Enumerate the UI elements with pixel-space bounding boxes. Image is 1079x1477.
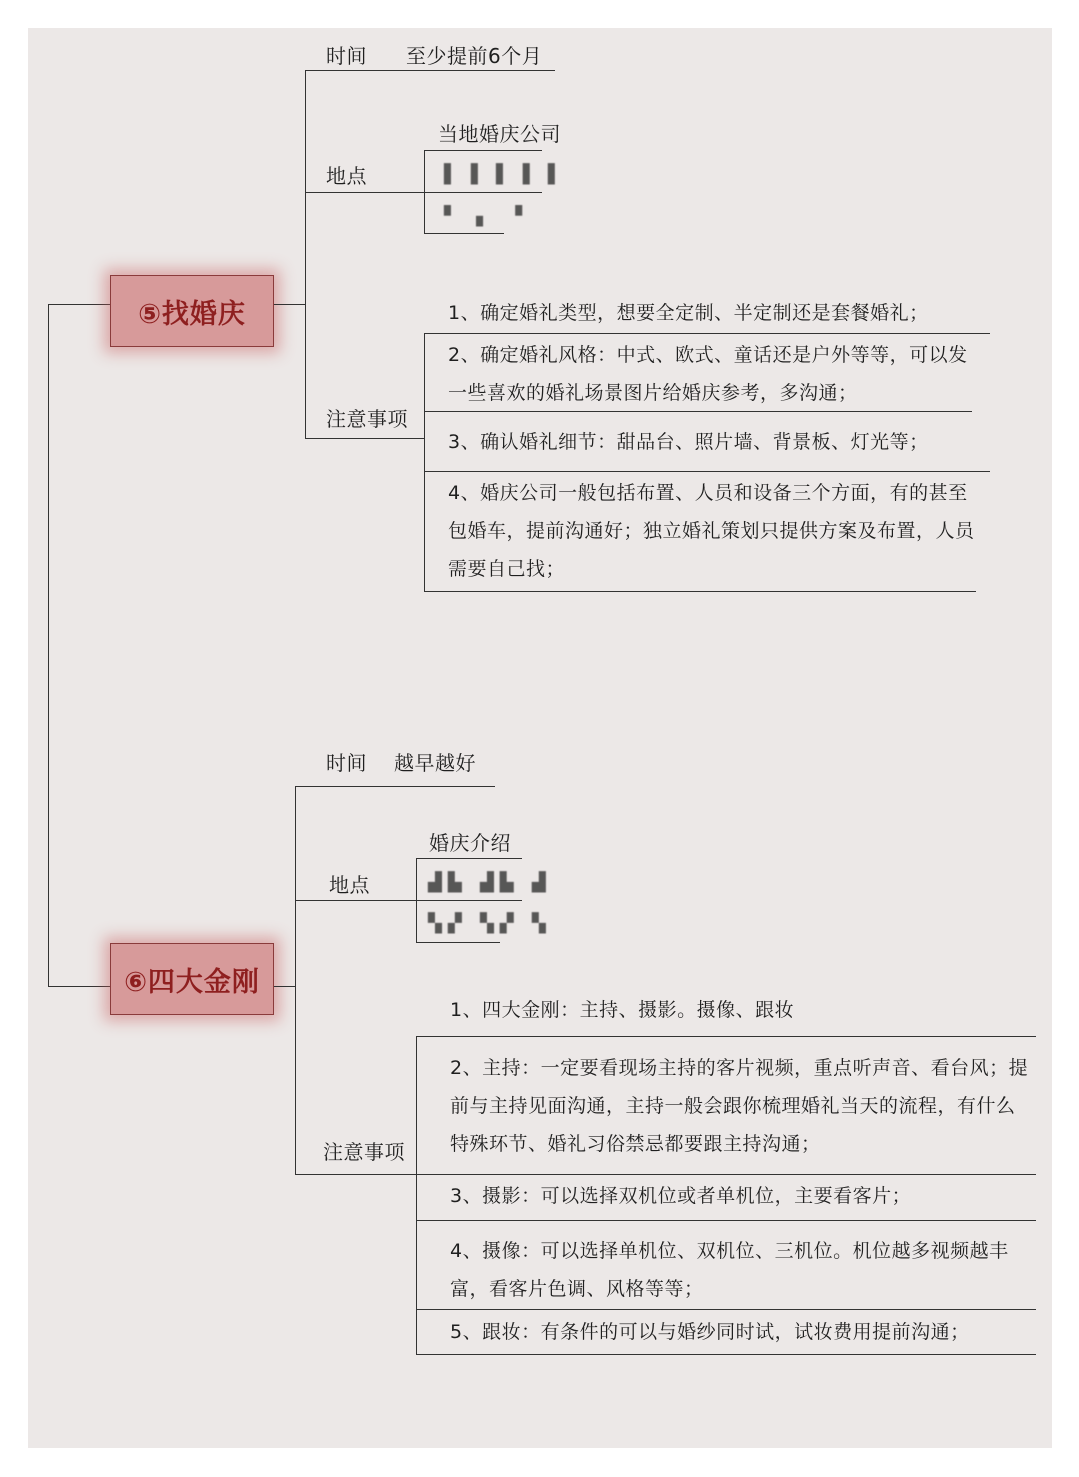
place5-blurred-item-2: ▘ ▖ ▝ [444,206,529,227]
place6-label: 地点 [329,873,370,897]
note6-item-3: 3、摄影：可以选择双机位或者单机位，主要看客片； [450,1185,912,1207]
note5-item-1-underline [424,333,990,334]
spine-branch-6 [48,986,110,987]
place6-item1-underline [416,900,522,901]
note6-item-4: 4、摄像：可以选择单机位、双机位、三机位。机位越多视频越丰富，看客片色调、风格等等； [450,1240,1009,1300]
place5-value: 当地婚庆公司 [438,122,561,146]
section5-vertical [305,70,306,438]
note6-item-5: 5、跟妆：有条件的可以与婚纱同时试，试妆费用提前沟通； [450,1321,970,1343]
notes5-label: 注意事项 [326,407,408,431]
place6-blurred-item-1: ▟▙ ▟▙ ▟ [428,872,552,893]
place6-item2-underline [416,942,500,943]
place5-item1-underline [424,192,542,193]
note6-item-1-underline [416,1036,1036,1037]
place6-value: 婚庆介绍 [429,831,511,855]
note5-item-2-underline [424,411,972,412]
place5-label: 地点 [326,164,367,188]
mindmap-canvas [28,28,1052,1448]
time5-value: 至少提前6个月 [406,44,543,68]
note6-item-1: 1、四大金刚：主持、摄影。摄像、跟妆 [450,999,795,1021]
notes5-bracket [424,333,425,591]
notes6-label: 注意事项 [323,1140,405,1164]
note5-item-4-underline [424,591,976,592]
section6-vertical [295,786,296,1174]
place5-blurred-item-1: ▌▐ ▌▐ ▌ [444,164,568,185]
note5-item-1: 1、确定婚礼类型，想要全定制、半定制还是套餐婚礼； [448,302,929,324]
notes6-bracket [416,1036,417,1354]
root-node-title: ⑤找婚庆 [138,298,246,330]
place6-blurred-item-2: ▚▞ ▚▞ ▚ [428,913,552,934]
root5-connector [274,304,306,305]
root-node-four-vendors[interactable] [110,943,274,1015]
time6-underline [295,786,495,787]
spine-branch-5 [48,304,110,305]
note6-item-2: 2、主持：一定要看现场主持的客片视频，重点听声音、看台风；提前与主持见面沟通，主持一般会跟你梳理婚礼当天的流程，有什么特殊环节、婚礼习俗禁忌都要跟主持沟通； [450,1057,1029,1155]
note6-item-4-underline [416,1309,1036,1310]
notes5-underline [305,438,425,439]
note5-item-2: 2、确定婚礼风格：中式、欧式、童话还是户外等等，可以发一些喜欢的婚礼场景图片给婚庆参考，多沟通； [448,344,968,404]
time6-value: 越早越好 [394,751,476,775]
place5-value-underline [424,150,542,151]
place6-value-underline [416,858,522,859]
main-spine [48,304,49,986]
place5-item2-underline [424,233,504,234]
note5-item-4: 4、婚庆公司一般包括布置、人员和设备三个方面，有的甚至包婚车，提前沟通好；独立婚礼策划只提供方案及布置，人员需要自己找； [448,482,975,580]
note6-item-3-underline [416,1220,1036,1221]
root-node-find-wedding-planner[interactable] [110,275,274,347]
root-node-title: ⑥四大金刚 [124,966,260,998]
time6-label: 时间 [326,751,367,775]
note5-item-3: 3、确认婚礼细节：甜品台、照片墙、背景板、灯光等； [448,431,929,453]
notes6-underline [295,1174,417,1175]
note6-item-2-underline [416,1174,1036,1175]
time5-label: 时间 [326,44,367,68]
root6-connector [274,986,296,987]
note6-item-5-underline [416,1354,1036,1355]
note5-item-3-underline [424,471,990,472]
